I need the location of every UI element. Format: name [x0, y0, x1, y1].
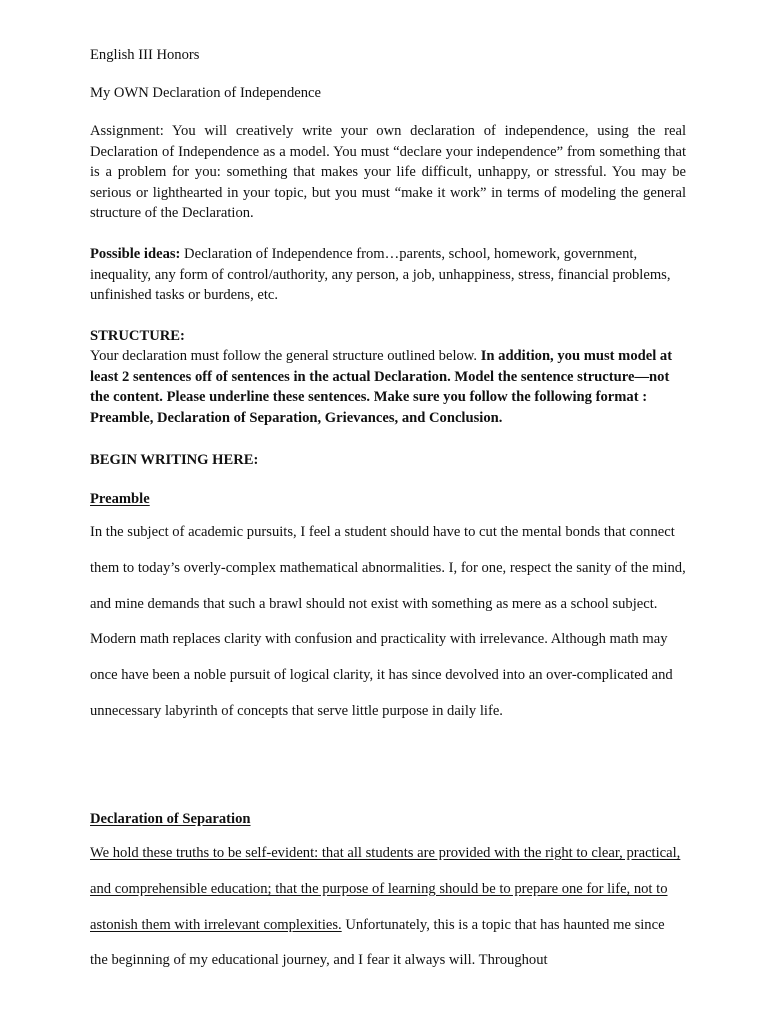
course-title: English III Honors [90, 47, 200, 63]
ideas-text: Declaration of Independence from…parents, school, homework, government, inequality, any form of control/authority, any person, a job, unhappiness, stress, financial problems, unfinished tasks or burdens, etc. [90, 246, 671, 303]
ideas-label: Possible ideas: [90, 246, 181, 262]
modeled-sentence: We hold these truths to be self-evident: that all students are provided with the right to clear, practical, and comprehensible education; that the purpose of learning should be to prepare one for life, not to astonish them with irrelevant complexities. [90, 845, 681, 933]
begin-heading: BEGIN WRITING HERE: [90, 452, 259, 468]
document-title: My OWN Declaration of Independence [90, 85, 321, 101]
structure-instructions: In addition, you must model at least 2 sentences off of sentences in the actual Declaration. Model the sentence structure—not the content. Please underline these sentences. Make sure you follow the following format : Preamble, Declaration of Separation, Grievances, and Conclusion. [90, 348, 673, 426]
preamble-heading: Preamble [90, 491, 150, 507]
structure-heading: STRUCTURE: [90, 328, 185, 344]
separation-paragraph [90, 836, 686, 979]
separation-heading: Declaration of Separation [90, 811, 251, 827]
structure-intro: Your declaration must follow the general structure outlined below. [90, 348, 481, 364]
ideas-paragraph [90, 244, 686, 306]
structure-paragraph [90, 346, 686, 428]
preamble-paragraph: In the subject of academic pursuits, I feel a student should have to cut the mental bonds that connect them to today’s overly-complex mathematical abnormalities. I, for one, respect the sanity of the mind, and mine demands that such a brawl should not exist with something as mere as a school subject. Modern math replaces clarity with confusion and practicality with irrelevance. Although math may once have been a noble pursuit of logical clarity, it has since devolved into an over-complicated and unnecessary labyrinth of concepts that serve little purpose in daily life. [90, 524, 686, 719]
assignment-paragraph: Assignment: You will creatively write your own declaration of independence, using the real Declaration of Independence as a model. You must “declare your independence” from something that is a problem for you: something that makes your life difficult, unhappy, or stressful. You may be serious or lighthearted in your topic, but you must “make it work” in terms of modeling the general structure of the Declaration. [90, 123, 686, 221]
separation-text: Unfortunately, this is a topic that has haunted me since the beginning of my educational journey, and I fear it always will. Throughout [90, 916, 665, 969]
